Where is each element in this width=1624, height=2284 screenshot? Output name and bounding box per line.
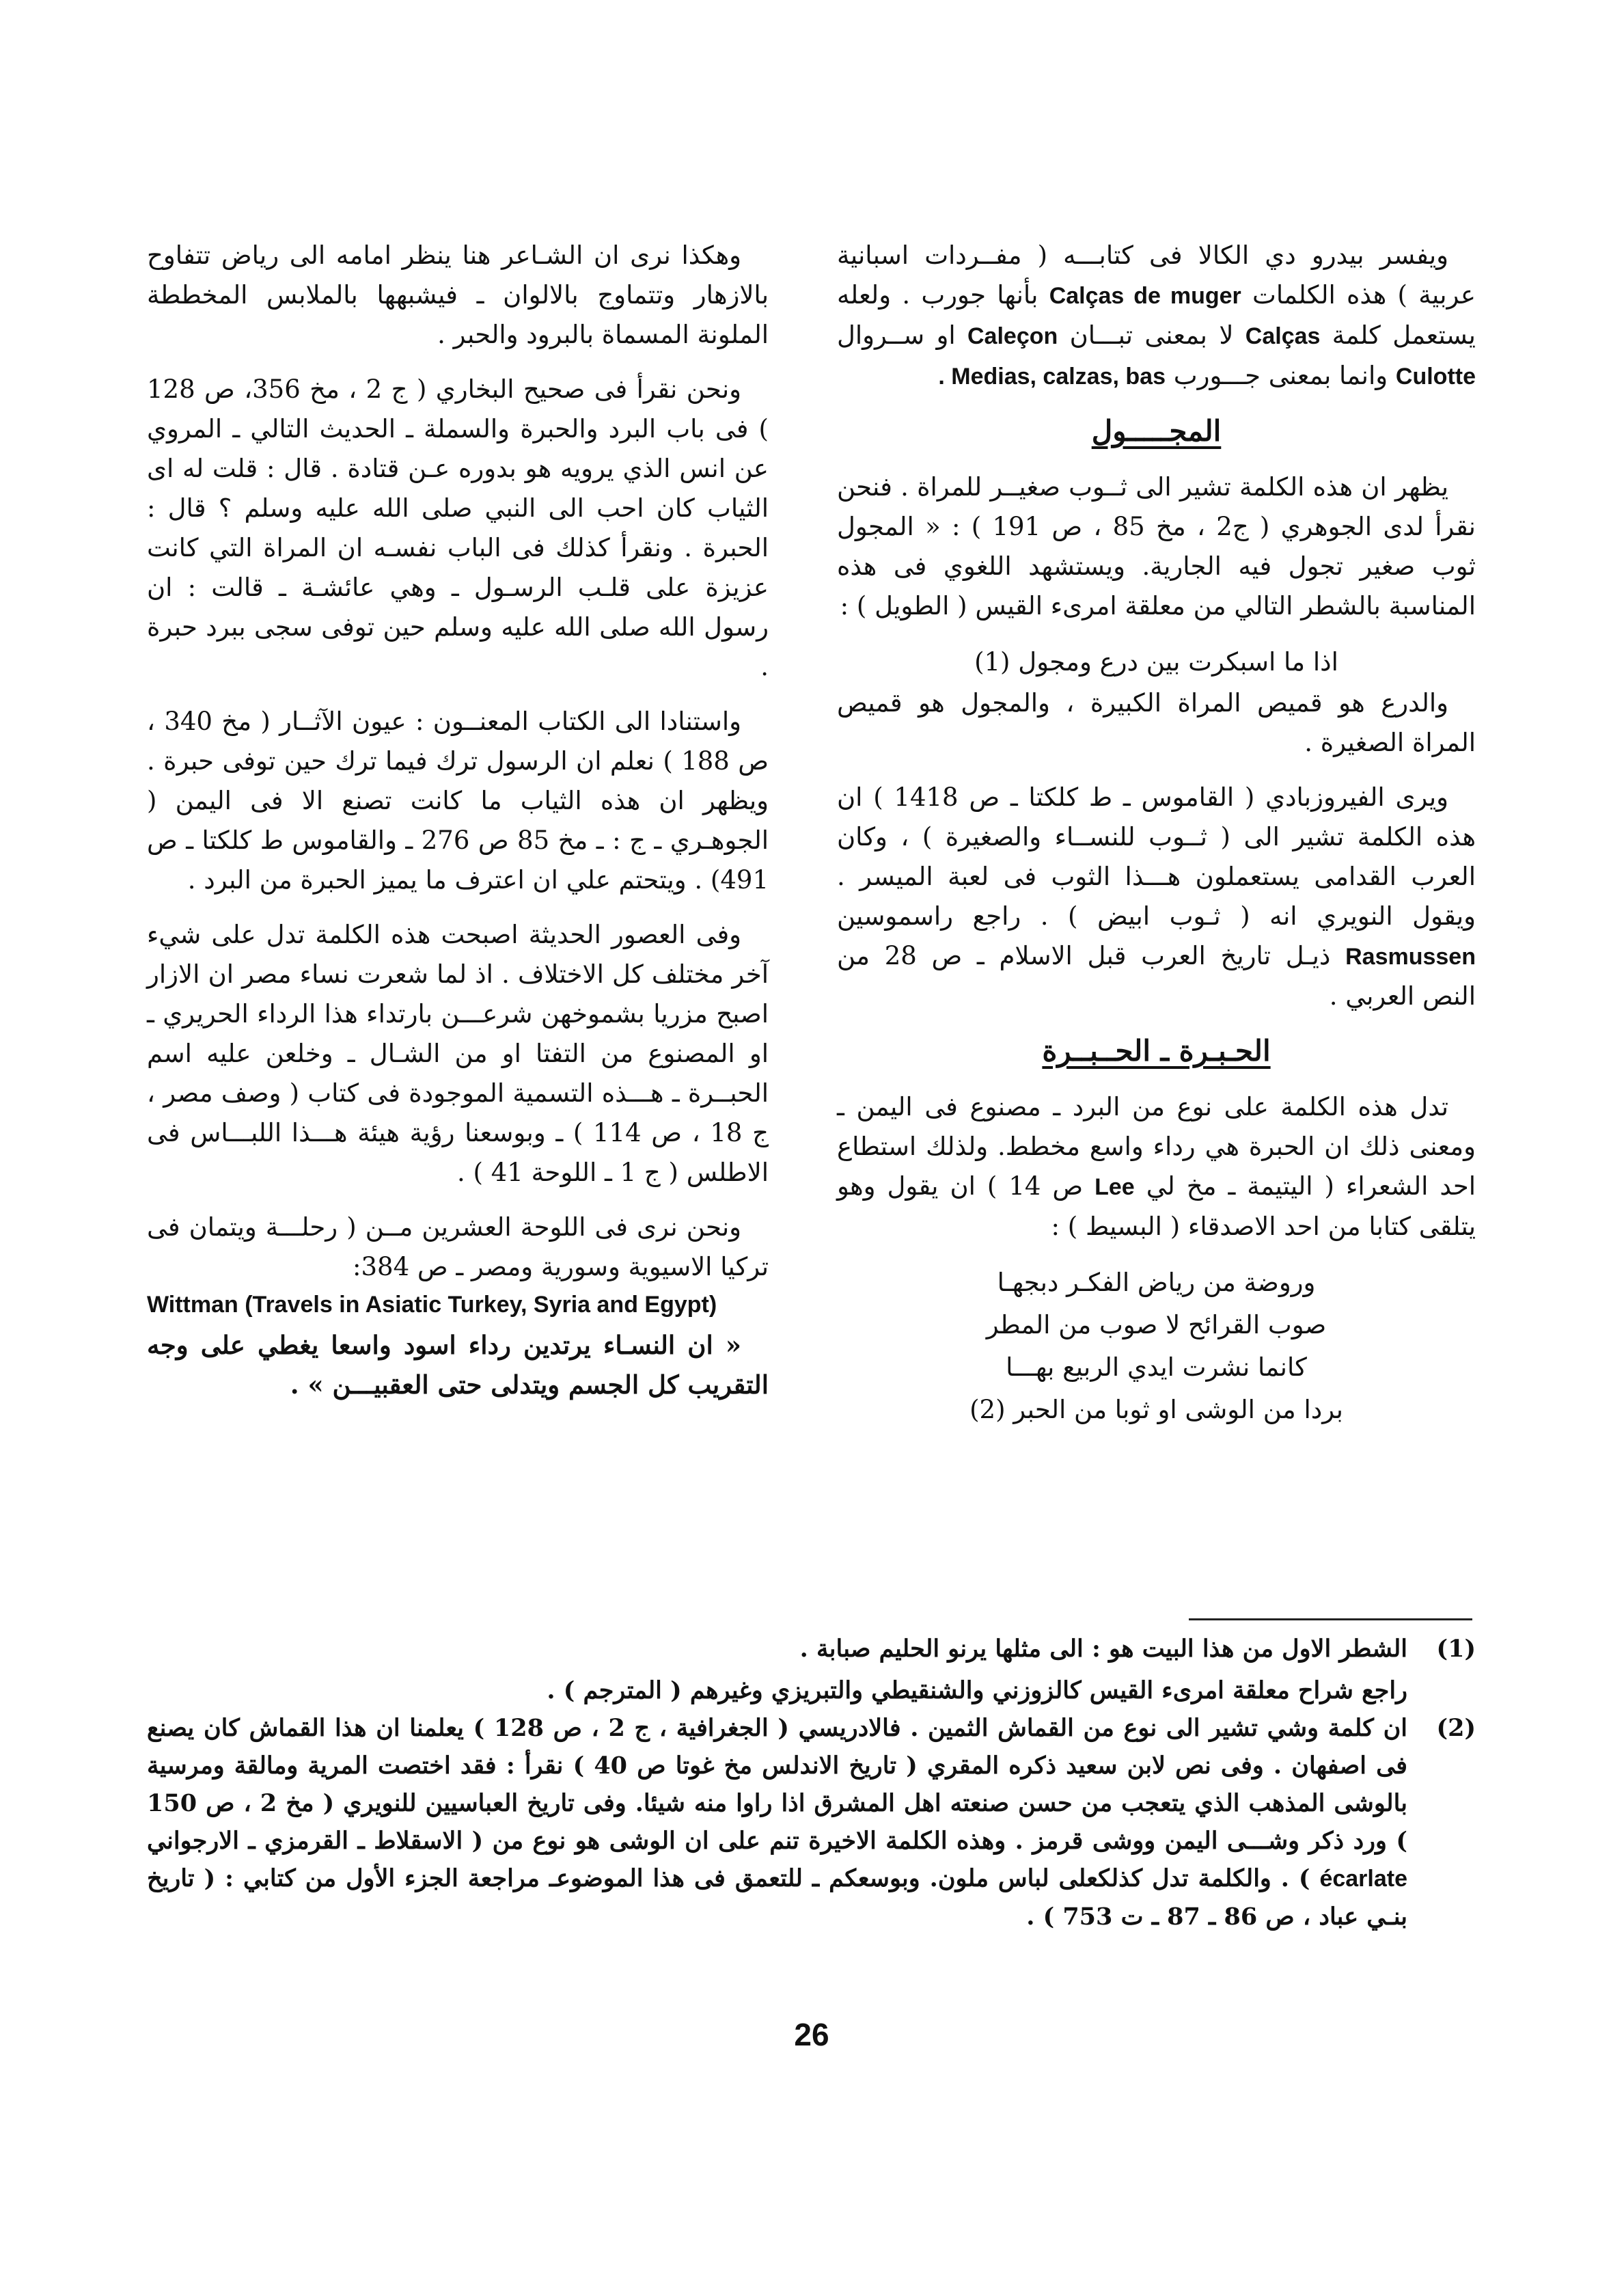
latin-term: Caleçon: [967, 323, 1058, 349]
footnote-number: (1): [1436, 1635, 1476, 1663]
footnote-text: الشطر الاول من هذا البيت هو : الى مثلها يرنو الحليم صبابة .: [799, 1635, 1407, 1663]
text: لا بمعنى تبـــان: [1069, 321, 1234, 350]
text: او ســروال: [837, 321, 956, 350]
text: ص 14 ) ان يقول وهو يتلقى كتابا من احد الاصدقاء ( البسيط ) :: [837, 1171, 1476, 1241]
right-column: [837, 236, 1476, 1438]
verse-line: بردا من الوشى او ثوبا من الحبر (2): [969, 1395, 1343, 1424]
paragraph: ونحن نقرأ فى صحيح البخاري ( ج 2 ، مخ 356، ص 128 ) فى باب البرد والحبرة والسملة ـ الحديث التالي ـ المروي عن انس الذي يرويه هو بدوره عـن قتادة . قال : قلت له اى الثياب كان احب الى النبي صلى الله عليه وسلم ؟ قال : الحبرة . ونقرأ كذلك فى الباب نفسـه ان المراة التي كانت عزيزة على قلـب الرسـول ـ وهي عائشـة ـ قالت : ان رسول الله صلى الله عليه وسلم حين توفى سجى ببرد حبرة .: [147, 375, 769, 681]
paragraph: [837, 1087, 1476, 1247]
text: بأنها جورب . ولعله يستعمل كلمة: [837, 280, 1476, 350]
latin-term: Lee: [1095, 1174, 1135, 1200]
poem: [837, 1262, 1476, 1431]
latin-term: écarlate: [1319, 1866, 1407, 1892]
latin-term: . Medias, calzas, bas: [938, 364, 1166, 390]
latin-term: Culotte: [1395, 364, 1476, 390]
verse-line: وروضة من رياض الفكـر دبجهـا: [997, 1268, 1316, 1297]
footnote-divider: [1189, 1618, 1472, 1620]
paragraph: وفى العصور الحديثة اصبحت هذه الكلمة تدل على شيء آخر مختلف كل الاختلاف . اذ لما شعرت نساء مصر ان الازار اصبح مزريا بشموخهن شرعـــن بارتداء هذا الرداء الحريري ـ او المصنوع من التفتا او من الشـال ـ وخلعن عليه اسم الحبــرة ـ هـــذه التسمية الموجودة فى كتاب ( وصف مصر ، ج 18 ، ص 114 ) ـ وبوسعنا رؤية هيئة هـــذا اللبـــاس فى الاطلس ( ج 1 ـ اللوحة 41 ) .: [147, 920, 769, 1187]
latin-term: Calças de muger: [1049, 283, 1241, 309]
footnote-number: (2): [1436, 1714, 1476, 1742]
paragraph: « ان النسـاء يرتدين رداء اسود واسعا يغطي على وجه التقريب كل الجسم ويتدلى حتى العقبيـــن » .: [147, 1330, 769, 1400]
paragraph: [837, 778, 1476, 1016]
footnote-text: راجع شراح معلقة امرىء القيس كالزوزني والشنقيطي والتبريزي وغيرهم ( المترجم ) .: [547, 1676, 1407, 1704]
paragraph: والدرع هو قميص المراة الكبيرة ، والمجول هو قميص المراة الصغيرة .: [837, 688, 1476, 757]
footnotes: [147, 1630, 1476, 1940]
verse-line: صوب القرائح لا صوب من المطر: [986, 1310, 1327, 1340]
paragraph: ونحن نرى فى اللوحة العشرين مــن ( رحلـــة ويتمان فى تركيا الاسيوية وسورية ومصر ـ ص 384:: [147, 1212, 769, 1281]
text: ويرى الفيروزبادي ( القاموس ـ ط كلكتا ـ ص 1418 ) ان هذه الكلمة تشير الى ( ثــوب للنســاء والصغيرة ) ، وكان العرب القدامى يستعملون هـــذا الثوب فى لعبة الميسر . ويقول النويري انه ( ثـوب ابيض ) . راجع راسموسين: [837, 783, 1476, 931]
paragraph: واستنادا الى الكتاب المعنــون : عيون الآثــار ( مخ 340 ، ص 188 ) نعلم ان الرسول ترك فيما ترك حين توفى حبرة . ويظهر ان هذه الثياب ما كانت تصنع الا فى اليمن ( الجوهـري ـ ج : ـ مخ 85 ص 276 ـ والقاموس ط كلكتا ـ ص 491) . ويتحتم علي ان اعترف ما يميز الحبرة من البرد .: [147, 707, 769, 895]
left-column: [147, 236, 769, 1419]
text: ويفسر بيدرو دي الكالا فى كتابـــه ( مفــردات اسبانية عربية ) هذه الكلمات: [837, 241, 1476, 310]
footnote-1: [147, 1630, 1476, 1668]
footnote-text: ان كلمة وشي تشير الى نوع من القماش الثمين . فالادريسي ( الجغرافية ، ج 2 ، ص 128 ) يعلمنا ان هذا القماش كان يصنع فى اصفهان . وفى نص لابن سعيد ذكره المقري ( تاريخ الاندلس مخ غوتا ص 40 ) نقرأ : فقد اختصت المرية ومالقة ومرسية بالوشى المذهب الذي يتعجب من حسن صنعته اهل المشرق اذا راوا منه شيئا. وفى تاريخ العباسيين للنويري ( مخ 2 ، ص 150 ) ورد ذكر وشـــى اليمن ووشى قرمز . وهذه الكلمة الاخيرة تنم على ان الوشى هو نوع من ( الاسقلاط ـ القرمزي ـ الارجواني: [147, 1714, 1407, 1855]
verse-line: كانما نشرت ايدي الربيع بهـــا: [1006, 1352, 1307, 1382]
latin-term: Calças: [1245, 323, 1321, 349]
latin-term: Rasmussen: [1345, 944, 1476, 970]
page-number: 26: [794, 2017, 829, 2052]
paragraph: وهكذا نرى ان الشـاعر هنا ينظر امامه الى رياض تتفاوح بالازهار وتتماوج بالالوان ـ فيشبهها بالملابس المخططة الملونة المسماة بالبرود والحبر .: [147, 241, 769, 349]
section-heading-hibara: الحـبـرة ـ الحــبــرة: [1042, 1034, 1271, 1068]
text: تدل هذه الكلمة على نوع من البرد ـ مصنوع فى اليمن ـ ومعنى ذلك ان الحبرة هي رداء واسع مخطط. ولذلك استطاع احد الشعراء ( اليتيمة ـ مخ لي: [837, 1092, 1476, 1201]
paragraph: يظهر ان هذه الكلمة تشير الى ثــوب صغيــر للمراة . فنحن نقرأ لدى الجوهري ( ج2 ، مخ 85 ، ص 191 ) : « المجول ثوب صغير تجول فيه الجارية. ويستشهد اللغوي فى هذه المناسبة بالشطر التالي من معلقة امرىء القيس ( الطويل ) :: [837, 472, 1476, 621]
footnote-text: ) . والكلمة تدل كذلكعلى لباس ملون. وبوسعكم ـ للتعمق فى هذا الموضوعـ مراجعة الجزء الأول من كتابي : ( تاريخ بنـي عباد ، ص 86 ـ 87 ـ ت 753 ) .: [147, 1864, 1407, 1931]
footnote-2: [147, 1709, 1476, 1935]
latin-citation: Wittman (Travels in Asiatic Turkey, Syria and Egypt): [147, 1292, 717, 1318]
text: وانما بمعنى جـــورب: [1173, 361, 1388, 390]
paragraph: [837, 236, 1476, 396]
verse-line: اذا ما اسبكرت بين درع ومجول (1): [974, 647, 1338, 677]
text: ذيـل تاريخ العرب قبل الاسلام ـ ص 28 من النص العربي .: [837, 941, 1476, 1011]
section-heading-mijwal: المجـــــول: [1091, 414, 1222, 448]
